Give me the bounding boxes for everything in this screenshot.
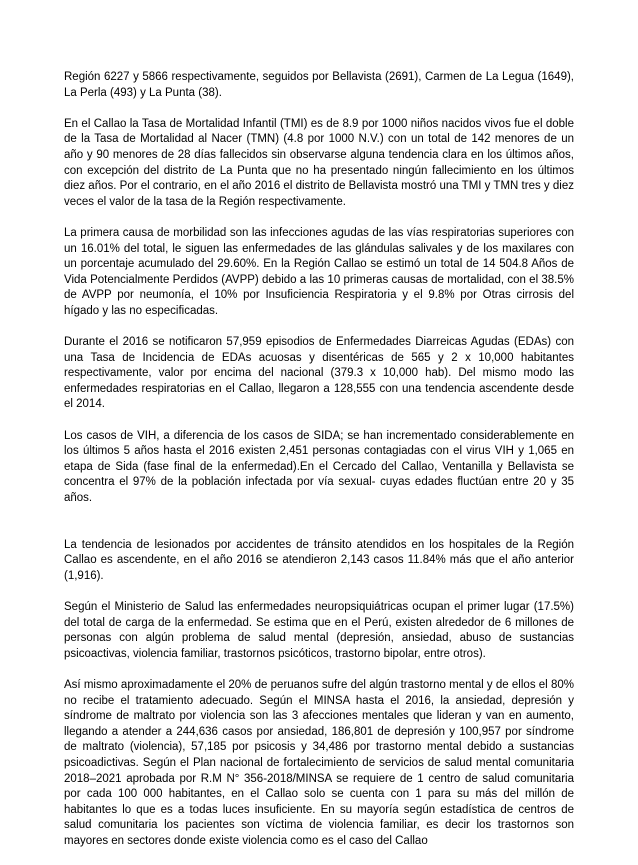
paragraph-morbidity: La primera causa de morbilidad son las infecciones agudas de las vías respiratorias superiores con un 16.01% del total, le siguen las enfermedades de las glándulas salivales y de los maxilares con un porcentaje acumulado del 29.60%. En la Región Callao se estimó un total de 14 504.8 Años de Vida Potencialmente Perdidos (AVPP) debido a las 10 primeras causas de mortalidad, con el 38.5% de AVPP por neumonía, el 10% por Insuficiencia Respiratoria y el 9.8% por Otras cirrosis del hígado y las no especificadas. [64,226,574,317]
paragraph-infant-mortality: En el Callao la Tasa de Mortalidad Infantil (TMI) es de 8.9 por 1000 niños nacidos vivos fue el doble de la Tasa de Mortalidad al Nacer (TMN) (4.8 por 1000 N.V.) con un total de 142 menores de un año y 90 menores de 28 días fallecidos sin observarse alguna tendencia clara en los últimos años, con excepción del distrito de La Punta que no ha presentado ningún fallecimiento en los últimos diez años. Por el contrario, en el año 2016 el distrito de Bellavista mostró una TMI y TMN tres y diez veces el valor de la tasa de la Región respectivamente. [64,117,574,208]
document-body [64,70,574,865]
paragraph-mental-disorders: Así mismo aproximadamente el 20% de peruanos sufre del algún trastorno mental y de ellos el 80% no recibe el tratamiento adecuado. Según el MINSA hasta el 2016, la ansiedad, depresión y síndrome de maltrato por violencia son las 3 afecciones mentales que lideran y van en aumento, llegando a atender a 244,636 casos por ansiedad, 186,801 de depresión y 100,957 por síndrome de maltrato (violencia), 57,185 por psicosis y 34,486 por trastorno mental debido a sustancias psicoadictivas. Según el Plan nacional de fortalecimiento de servicios de salud mental comunitaria 2018–2021 aprobada por R.M N° 356-2018/MINSA se requiere de 1 centro de salud comunitaria por cada 100 000 habitantes, en el Callao solo se cuenta con 1 para su más del millón de habitantes lo que es a todas luces insuficiente. En su mayoría según estadística de centros de salud comunitaria los pacientes son víctima de violencia familiar, es decir los trastornos son mayores en sectores donde existe violencia como es el caso del Callao [64,678,574,847]
paragraph-diarrheal-diseases: Durante el 2016 se notificaron 57,959 episodios de Enfermedades Diarreicas Agudas (EDAs) con una Tasa de Incidencia de EDAs acuosas y disentéricas de 565 y 2 x 10,000 habitantes respectivamente, valor por encima del nacional (379.3 x 10,000 hab). Del mismo modo las enfermedades respiratorias en el Callao, llegaron a 128,555 con una tendencia ascendente desde el 2014. [64,336,574,411]
paragraph-traffic-accidents: La tendencia de lesionados por accidentes de tránsito atendidos en los hospitales de la Región Callao es ascendente, en el año 2016 se atendieron 2,143 casos 11.84% más que el año anterior (1,916). [64,538,574,582]
paragraph-hiv-cases: Los casos de VIH, a diferencia de los casos de SIDA; se han incrementado considerablemente en los últimos 5 años hasta el 2016 existen 2,451 personas contagiadas con el virus VIH y 1,065 en etapa de Sida (fase final de la enfermedad).En el Cercado del Callao, Ventanilla y Bellavista se concentra el 97% de la población infectada por vía sexual- cuyas edades fluctúan entre 20 y 35 años. [64,429,574,505]
paragraph-mental-health: Según el Ministerio de Salud las enfermedades neuropsiquiátricas ocupan el primer lugar (17.5%) del total de carga de la enfermedad. Se estima que en el Perú, existen alrededor de 6 millones de personas con algún problema de salud mental (depresión, ansiedad, abuso de sustancias psicoactivas, violencia familiar, trastornos psicóticos, trastorno bipolar, entre otros). [64,601,574,660]
paragraph-district-figures: Región 6227 y 5866 respectivamente, seguidos por Bellavista (2691), Carmen de La Legua (1649), La Perla (493) y La Punta (38). [64,71,574,99]
